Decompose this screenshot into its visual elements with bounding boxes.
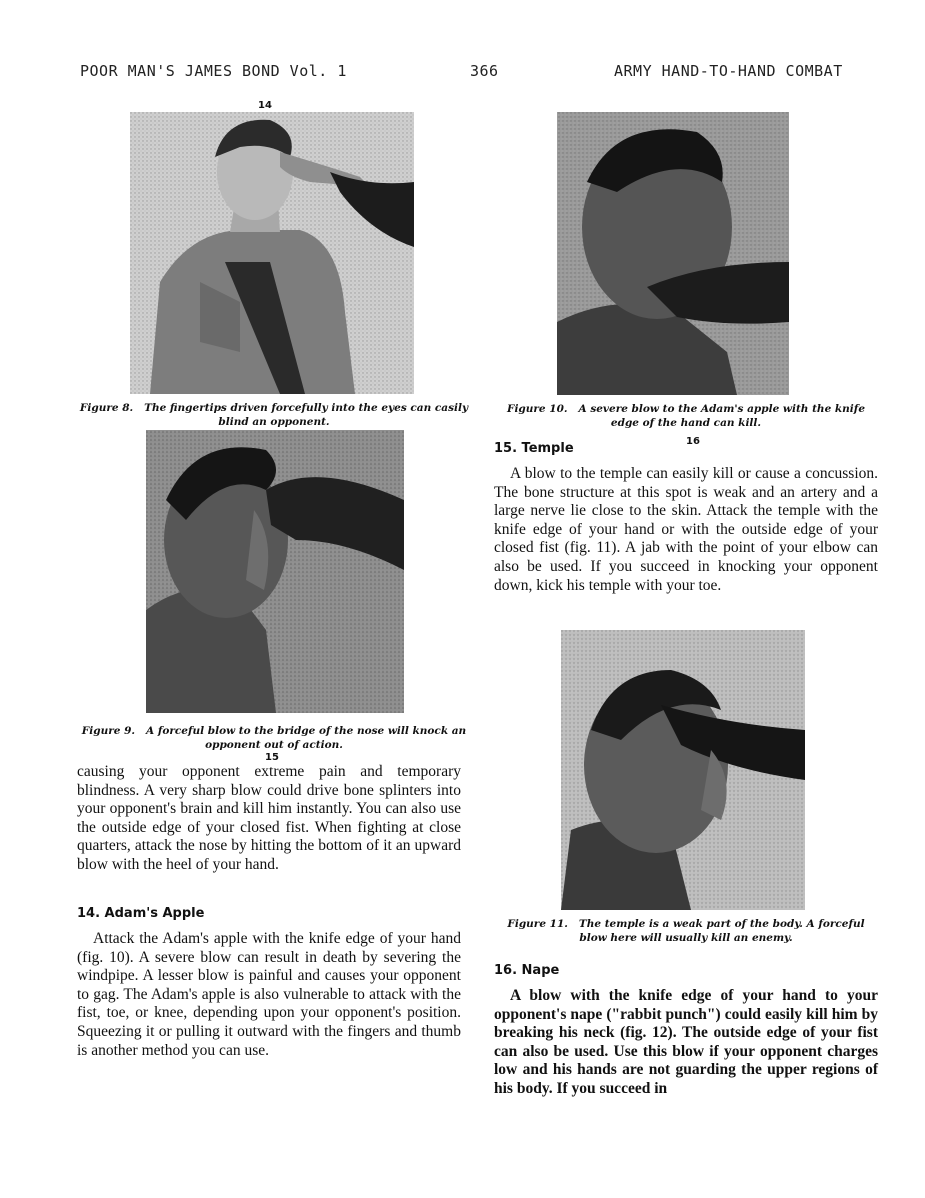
figure-8-text: The fingertips driven forcefully into the eyes can casily blind an opponent. bbox=[144, 402, 469, 428]
blow-to-temple-photo bbox=[561, 630, 805, 910]
section-14-heading: 14. Adam's Apple bbox=[77, 906, 205, 921]
figure-9-photo bbox=[146, 430, 404, 713]
figure-9-caption bbox=[78, 724, 470, 752]
running-header-right: ARMY HAND-TO-HAND COMBAT bbox=[614, 62, 843, 80]
figure-8-photo bbox=[130, 112, 414, 394]
running-header-left: POOR MAN'S JAMES BOND Vol. 1 bbox=[80, 62, 347, 80]
blow-to-nose-photo bbox=[146, 430, 404, 713]
figure-8-label: Figure 8. bbox=[79, 402, 134, 414]
continuation-paragraph: causing your opponent extreme pain and temporary blindness. A very sharp blow could drive bone splinters into your opponent's brain and kill him instantly. You can also use the outside edge of your closed fist. When fighting at close quarters, attack the nose by hitting the bottom of it an upward blow with the heel of your hand. bbox=[77, 763, 461, 873]
section-15-body: A blow to the temple can easily kill or cause a concussion. The bone structure at this spot is weak and an artery and a large nerve lie close to the skin. Attack the temple with the knife edge of your hand or with the outside edge of your closed fist (fig. 11). A jab with the point of your elbow can also be used. If you succeed in knocking your opponent down, kick his temple with your toe. bbox=[494, 465, 878, 594]
figure-10-caption bbox=[494, 402, 878, 430]
figure-9-text: A forceful blow to the bridge of the nose will knock an opponent out of action. bbox=[146, 725, 467, 751]
section-15-heading: 15. Temple bbox=[494, 441, 574, 456]
figure-8-caption bbox=[78, 401, 470, 429]
figure-number-14: 14 bbox=[258, 100, 272, 111]
figure-11-text: The temple is a weak part of the body. A forceful blow here will usually kill an enemy. bbox=[578, 918, 865, 944]
section-16-body: A blow with the knife edge of your hand to your opponent's nape ("rabbit punch") could easily kill him by breaking his neck (fig. 12). The outside edge of your fist can also be used. Use this blow if your opponent charges low and his hands are not guarding the upper regions of his body. If you succeed in bbox=[494, 987, 878, 1097]
page-number: 366 bbox=[470, 62, 499, 80]
figure-9-label: Figure 9. bbox=[81, 725, 136, 737]
section-14-body: Attack the Adam's apple with the knife edge of your hand (fig. 10). A severe blow can result in death by severing the windpipe. A lesser blow is painful and causes your opponent to gag. The Adam's apple is also vulnerable to attack with the fist, toe, or knee, depending upon your opponent's position. Squeezing it or pulling it outward with the fingers and thumb is another method you can use. bbox=[77, 930, 461, 1059]
figure-number-15: 15 bbox=[265, 752, 279, 763]
figure-11-label: Figure 11. bbox=[507, 918, 568, 930]
figure-10-label: Figure 10. bbox=[506, 403, 568, 415]
blow-to-adams-apple-photo bbox=[557, 112, 789, 395]
figure-11-caption bbox=[494, 917, 878, 945]
section-16-heading: 16. Nape bbox=[494, 963, 560, 978]
figure-10-photo bbox=[557, 112, 789, 395]
figure-number-16: 16 bbox=[686, 436, 700, 447]
fingertips-to-eyes-photo bbox=[130, 112, 414, 394]
figure-11-photo bbox=[561, 630, 805, 910]
figure-10-text: A severe blow to the Adam's apple with the knife edge of the hand can kill. bbox=[578, 403, 865, 429]
